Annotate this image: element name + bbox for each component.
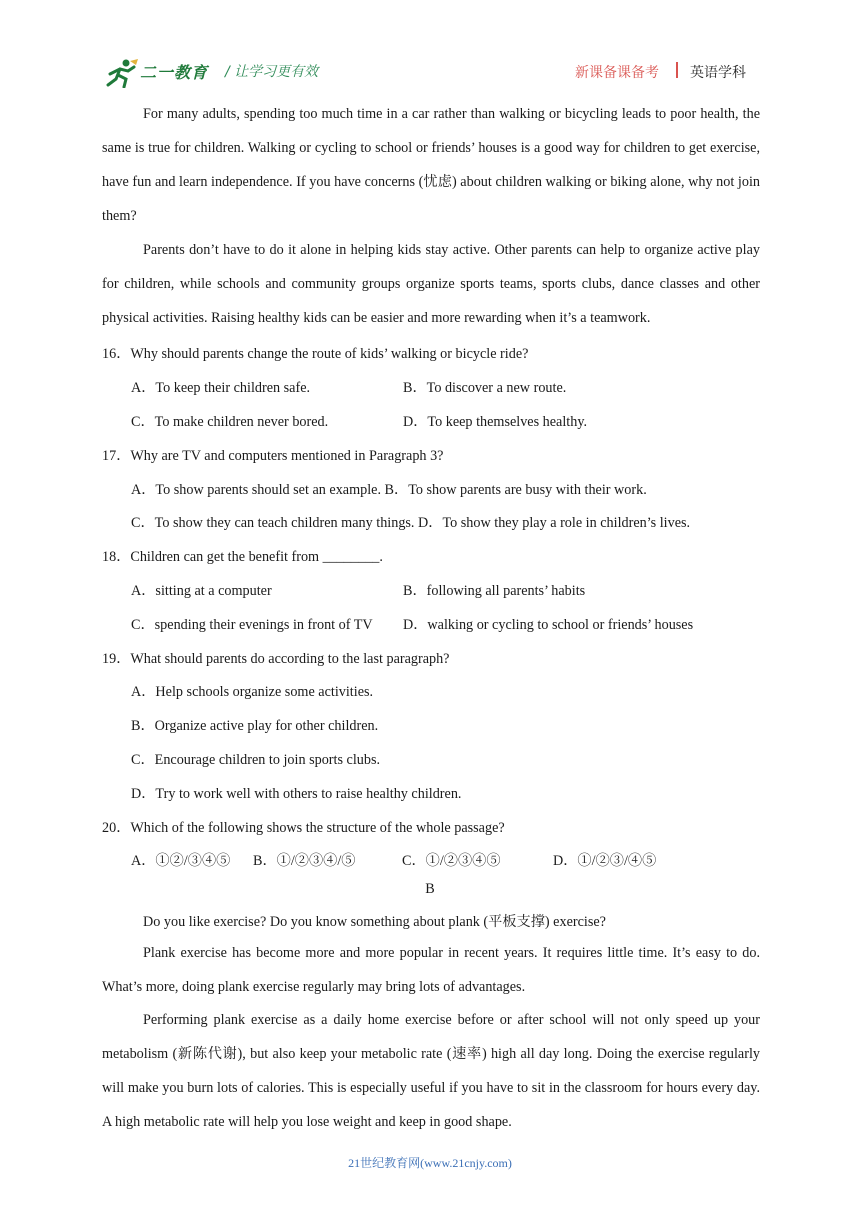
page-footer: 21世纪教育网(www.21cnjy.com) [348, 1156, 512, 1170]
question-18-stem: 18．Children can get the benefit from ________. [102, 549, 383, 565]
passage-a-paragraph-5: Parents don’t have to do it alone in helping kids stay active. Other parents can help to organize active play for children, while schools and community groups organize sports teams, sports clubs, dance classes and other physical activities. Raising healthy kids can be easier and more rewarding when it’s a teamwork. [102, 242, 760, 326]
page-header [0, 0, 860, 96]
question-20-option-b: B．①/②③④/⑤ [253, 853, 356, 869]
brand-logo [104, 58, 214, 88]
logo-text: 二一教育 [140, 63, 209, 82]
question-17-options-cd: C．To show they can teach children many things. D．To show they play a role in children’s lives. [131, 515, 691, 531]
passage-b-paragraph-1: Do you like exercise? Do you know something about plank (平板支撑) exercise? [143, 914, 606, 930]
question-17-stem: 17．Why are TV and computers mentioned in Paragraph 3? [102, 448, 444, 464]
passage-b-paragraph-2: Plank exercise has become more and more popular in recent years. It requires little time. It’s easy to do. What’s more, doing plank exercise regularly may bring lots of advantages. [102, 945, 760, 995]
question-16-option-d: D．To keep themselves healthy. [403, 414, 588, 430]
question-18-option-c: C．spending their evenings in front of TV [131, 617, 373, 633]
question-20-option-c: C．①/②③④⑤ [402, 853, 501, 869]
question-18-option-a: A．sitting at a computer [131, 583, 272, 599]
question-18-option-b: B．following all parents’ habits [403, 583, 586, 599]
passage-b-heading: B [425, 881, 435, 897]
question-20-stem: 20．Which of the following shows the structure of the whole passage? [102, 820, 505, 836]
question-16-option-c: C．To make children never bored. [131, 414, 329, 430]
question-20-option-d: D．①/②③/④⑤ [553, 853, 657, 869]
question-16-option-a: A．To keep their children safe. [131, 380, 311, 396]
question-19-option-b: B．Organize active play for other children. [131, 718, 379, 734]
question-17-options-ab: A．To show parents should set an example. B．To show parents are busy with their work. [131, 482, 647, 498]
header-tagline: 新课备课备考 [575, 65, 659, 81]
question-19-option-d: D．Try to work well with others to raise healthy children. [131, 786, 462, 802]
question-16-stem: 16．Why should parents change the route of kids’ walking or bicycle ride? [102, 346, 529, 362]
question-20-option-a: A．①②/③④⑤ [131, 853, 231, 869]
header-divider [676, 62, 678, 78]
passage-a-paragraph-4: For many adults, spending too much time in a car rather than walking or bicycling leads to poor health, the same is true for children. Walking or cycling to school or friends’ houses is a good way for children to get exercise, have fun and learn independence. If you have concerns (忧虑) about children walking or biking alone, why not join them? [102, 106, 760, 224]
question-19-option-a: A．Help schools organize some activities. [131, 684, 374, 700]
header-subject: 英语学科 [690, 65, 746, 81]
runner-logo-icon [104, 58, 140, 88]
question-19-stem: 19．What should parents do according to the last paragraph? [102, 651, 450, 667]
question-16-option-b: B．To discover a new route. [403, 380, 567, 396]
question-19-option-c: C．Encourage children to join sports clubs. [131, 752, 381, 768]
question-18-option-d: D．walking or cycling to school or friends’ houses [403, 617, 694, 633]
passage-b-paragraph-3: Performing plank exercise as a daily home exercise before or after school will not only speed up your metabolism (新陈代谢), but also keep your metabolic rate (速率) high all day long. Doing the exercise regularly will make you burn lots of calories. This is especially useful if you have to sit in the classroom for hours every day. A high metabolic rate will help you lose weight and keep in good shape. [102, 1012, 760, 1130]
header-slogan: / 让学习更有效 [225, 64, 319, 80]
